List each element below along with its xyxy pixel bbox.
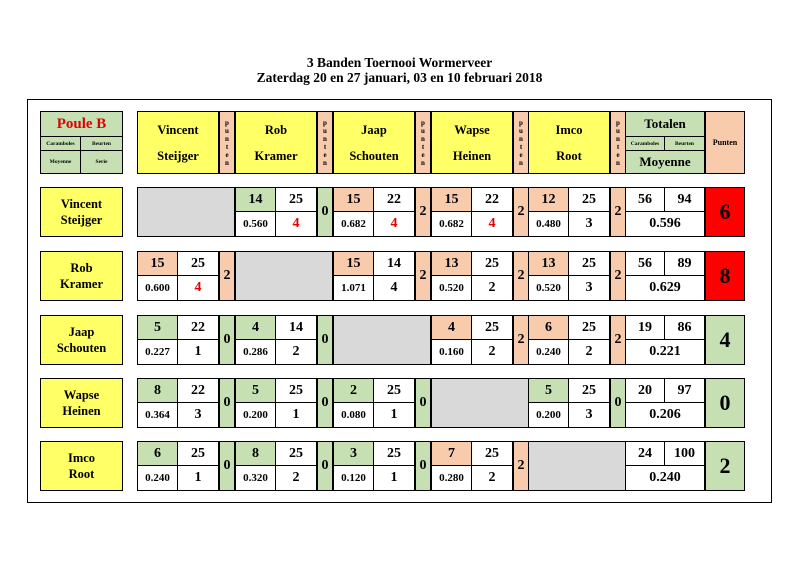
header-punten-letter: n (519, 158, 523, 167)
match-serie: 1 (390, 470, 398, 485)
total-beurten: 97 (665, 379, 704, 403)
total-points: 8 (705, 251, 745, 301)
match-serie: 2 (292, 344, 300, 359)
match-serie: 1 (194, 470, 202, 485)
match-caramboles: 5 (529, 379, 569, 403)
match-serie: 4 (292, 216, 300, 231)
header-punten-letter: p (225, 118, 229, 127)
match-beurten: 25 (178, 252, 218, 276)
match-points: 2 (513, 251, 529, 301)
legend-poule: Poule B (56, 115, 107, 132)
header-punten-letter: n (323, 134, 327, 143)
header-punten-letter: t (323, 142, 327, 151)
row-totals (625, 378, 705, 428)
header-player-last: Steijger (157, 148, 199, 163)
match-moyenne: 0.520 (432, 276, 472, 300)
header-punten-letter: n (519, 134, 523, 143)
header-punten-letter: e (323, 150, 327, 159)
row-player-last: Steijger (60, 213, 103, 227)
header-punten-5 (610, 111, 626, 174)
header-player-first: Rob (264, 122, 288, 137)
header-punten-letter: u (616, 126, 620, 135)
page-subtitle: Zaterdag 20 en 27 januari, 03 en 10 februari 2018 (256, 70, 543, 85)
match-serie: 4 (194, 280, 202, 295)
match-moyenne: 0.120 (334, 466, 374, 490)
match-serie: 2 (488, 344, 496, 359)
total-caramboles: 56 (626, 188, 665, 212)
empty-cell (333, 315, 431, 365)
match-cell (528, 315, 610, 365)
match-points: 2 (513, 187, 529, 237)
empty-cell (431, 378, 529, 428)
total-beurten: 94 (665, 188, 704, 212)
total-points: 6 (705, 187, 745, 237)
header-punten-letter: p (519, 118, 523, 127)
header-punten-3 (415, 111, 431, 174)
match-serie: 1 (390, 407, 398, 422)
header-caramboles-label: Caramboles (626, 136, 665, 150)
match-serie: 3 (194, 407, 202, 422)
total-moyenne: 0.206 (649, 407, 681, 422)
match-caramboles: 3 (334, 442, 374, 466)
header-punten-letter: e (519, 150, 523, 159)
match-beurten: 25 (569, 316, 609, 340)
match-points: 0 (317, 441, 333, 491)
match-beurten: 25 (276, 442, 316, 466)
match-caramboles: 6 (138, 442, 178, 466)
match-cell (137, 378, 219, 428)
match-points: 2 (513, 315, 529, 365)
match-beurten: 25 (569, 188, 609, 212)
legend-caramboles: Caramboles (41, 136, 81, 150)
match-beurten: 25 (569, 252, 609, 276)
total-beurten: 100 (665, 442, 704, 466)
match-cell (431, 251, 513, 301)
match-caramboles: 6 (529, 316, 569, 340)
match-moyenne: 0.682 (432, 212, 472, 236)
match-caramboles: 4 (432, 316, 472, 340)
match-caramboles: 4 (236, 316, 276, 340)
total-caramboles: 24 (626, 442, 665, 466)
match-beurten: 22 (472, 188, 512, 212)
match-moyenne: 0.520 (529, 276, 569, 300)
total-points: 0 (705, 378, 745, 428)
match-caramboles: 13 (432, 252, 472, 276)
match-points: 0 (219, 441, 235, 491)
match-serie: 2 (488, 470, 496, 485)
match-moyenne: 0.682 (334, 212, 374, 236)
empty-cell (137, 187, 235, 237)
match-points: 2 (610, 315, 626, 365)
match-beurten: 25 (374, 379, 414, 403)
match-points: 0 (219, 378, 235, 428)
match-beurten: 25 (472, 442, 512, 466)
header-player-last: Kramer (254, 148, 298, 163)
match-moyenne: 0.480 (529, 212, 569, 236)
row-player-last: Root (68, 467, 95, 481)
header-punten-letter: u (323, 126, 327, 135)
row-player-last: Kramer (59, 277, 104, 291)
match-cell (235, 187, 317, 237)
row-player-last: Heinen (62, 404, 101, 418)
match-points: 2 (219, 251, 235, 301)
match-moyenne: 0.160 (432, 340, 472, 364)
legend-beurten: Beurten (81, 136, 122, 150)
header-punten-letter: p (616, 118, 620, 127)
row-player-first: Rob (70, 261, 93, 275)
match-beurten: 25 (178, 442, 218, 466)
row-totals (625, 315, 705, 365)
match-cell (333, 441, 415, 491)
match-points: 0 (317, 378, 333, 428)
header-beurten-label: Beurten (665, 136, 704, 150)
match-moyenne: 0.240 (529, 340, 569, 364)
header-player-first: Jaap (361, 122, 387, 137)
header-punten-letter: n (421, 158, 425, 167)
match-serie: 3 (585, 280, 593, 295)
match-beurten: 25 (374, 442, 414, 466)
header-player-5 (528, 111, 610, 174)
header-totalen-box (625, 111, 705, 174)
match-points: 0 (317, 187, 333, 237)
row-player-first: Imco (67, 451, 96, 465)
row-player-1 (40, 187, 123, 237)
row-totals (625, 441, 705, 491)
header-player-last: Schouten (349, 148, 399, 163)
match-caramboles: 14 (236, 188, 276, 212)
match-caramboles: 5 (138, 316, 178, 340)
row-player-4 (40, 378, 123, 428)
match-serie: 3 (585, 407, 593, 422)
match-cell (333, 378, 415, 428)
total-points: 4 (705, 315, 745, 365)
row-player-3 (40, 315, 123, 365)
header-punten-letter: e (421, 150, 425, 159)
match-moyenne: 0.286 (236, 340, 276, 364)
header-punten-letter: e (225, 150, 229, 159)
total-caramboles: 20 (626, 379, 665, 403)
row-player-last: Schouten (56, 341, 107, 355)
match-moyenne: 0.080 (334, 403, 374, 427)
page-title: 3 Banden Toernooi Wormerveer (306, 55, 493, 70)
match-points: 2 (513, 441, 529, 491)
header-punten-letter: n (225, 158, 229, 167)
header-punten-letter: t (519, 142, 523, 151)
header-player-2 (235, 111, 317, 174)
match-caramboles: 8 (236, 442, 276, 466)
match-beurten: 25 (569, 379, 609, 403)
header-player-first: Vincent (157, 122, 199, 137)
header-player-1 (137, 111, 219, 174)
match-moyenne: 0.227 (138, 340, 178, 364)
row-totals (625, 251, 705, 301)
match-cell (235, 378, 317, 428)
match-serie: 2 (488, 280, 496, 295)
header-player-last: Root (556, 148, 582, 163)
match-moyenne: 0.560 (236, 212, 276, 236)
total-caramboles: 19 (626, 316, 665, 340)
row-player-5 (40, 441, 123, 491)
match-points: 2 (415, 251, 431, 301)
match-moyenne: 1.071 (334, 276, 374, 300)
header-player-3 (333, 111, 415, 174)
match-cell (431, 315, 513, 365)
empty-cell (235, 251, 333, 301)
match-cell (235, 315, 317, 365)
match-points: 0 (317, 315, 333, 365)
match-serie: 4 (488, 216, 496, 231)
row-player-2 (40, 251, 123, 301)
match-serie: 2 (292, 470, 300, 485)
match-caramboles: 7 (432, 442, 472, 466)
match-caramboles: 8 (138, 379, 178, 403)
match-beurten: 25 (472, 252, 512, 276)
total-moyenne: 0.240 (649, 470, 681, 485)
header-player-last: Heinen (452, 148, 492, 163)
row-player-first: Vincent (60, 197, 103, 211)
header-punten-letter: n (421, 134, 425, 143)
match-beurten: 22 (178, 379, 218, 403)
header-punten-letter: u (519, 126, 523, 135)
row-totals (625, 187, 705, 237)
match-beurten: 22 (178, 316, 218, 340)
match-points: 2 (415, 187, 431, 237)
match-points: 2 (610, 251, 626, 301)
match-cell (528, 251, 610, 301)
match-cell (137, 315, 219, 365)
match-beurten: 25 (276, 188, 316, 212)
match-cell (137, 441, 219, 491)
match-serie: 4 (390, 216, 398, 231)
match-moyenne: 0.200 (236, 403, 276, 427)
row-player-first: Wapse (63, 388, 100, 402)
header-punten-letter: p (421, 118, 425, 127)
legend-box (40, 111, 123, 174)
match-moyenne: 0.240 (138, 466, 178, 490)
match-moyenne: 0.280 (432, 466, 472, 490)
legend-serie: Serie (81, 150, 122, 173)
header-punten-letter: t (421, 142, 425, 151)
match-points: 0 (610, 378, 626, 428)
header-player-4 (431, 111, 513, 174)
total-moyenne: 0.221 (649, 344, 681, 359)
header-punten-letter: n (616, 134, 620, 143)
header-totalen-label: Totalen (644, 116, 686, 131)
match-caramboles: 13 (529, 252, 569, 276)
header-punten-letter: p (323, 118, 327, 127)
total-beurten: 86 (665, 316, 704, 340)
match-moyenne: 0.200 (529, 403, 569, 427)
match-beurten: 14 (374, 252, 414, 276)
match-points: 0 (415, 441, 431, 491)
match-points: 0 (219, 315, 235, 365)
match-beurten: 25 (276, 379, 316, 403)
match-moyenne: 0.600 (138, 276, 178, 300)
total-moyenne: 0.629 (649, 280, 681, 295)
total-beurten: 89 (665, 252, 704, 276)
match-cell (235, 441, 317, 491)
match-points: 2 (610, 187, 626, 237)
match-cell (137, 251, 219, 301)
match-caramboles: 5 (236, 379, 276, 403)
header-punten-letter: t (225, 142, 229, 151)
match-cell (333, 251, 415, 301)
header-punten-1 (219, 111, 235, 174)
total-caramboles: 56 (626, 252, 665, 276)
header-player-first: Wapse (454, 122, 490, 137)
match-beurten: 14 (276, 316, 316, 340)
match-caramboles: 2 (334, 379, 374, 403)
match-caramboles: 15 (432, 188, 472, 212)
header-punten-letter: u (421, 126, 425, 135)
match-serie: 1 (194, 344, 202, 359)
header-punten-letter: e (616, 150, 620, 159)
legend-moyenne: Moyenne (41, 150, 81, 173)
header-punten-4 (513, 111, 529, 174)
match-caramboles: 12 (529, 188, 569, 212)
match-serie: 1 (292, 407, 300, 422)
match-caramboles: 15 (334, 188, 374, 212)
header-punten-2 (317, 111, 333, 174)
total-moyenne: 0.596 (649, 216, 681, 231)
match-points: 0 (415, 378, 431, 428)
match-beurten: 22 (374, 188, 414, 212)
header-moyenne-label: Moyenne (626, 150, 704, 173)
match-caramboles: 15 (334, 252, 374, 276)
match-caramboles: 15 (138, 252, 178, 276)
header-punten-total: Punten (705, 111, 745, 174)
total-points: 2 (705, 441, 745, 491)
header-punten-letter: n (323, 158, 327, 167)
match-cell (431, 187, 513, 237)
match-serie: 2 (585, 344, 593, 359)
header-punten-letter: n (225, 134, 229, 143)
header-punten-letter: n (616, 158, 620, 167)
match-cell (431, 441, 513, 491)
match-cell (333, 187, 415, 237)
match-serie: 3 (585, 216, 593, 231)
match-moyenne: 0.364 (138, 403, 178, 427)
match-beurten: 25 (472, 316, 512, 340)
header-player-first: Imco (555, 122, 583, 137)
match-cell (528, 378, 610, 428)
match-moyenne: 0.320 (236, 466, 276, 490)
header-punten-letter: u (225, 126, 229, 135)
empty-cell (528, 441, 626, 491)
header-punten-letter: t (616, 142, 620, 151)
match-serie: 4 (390, 280, 398, 295)
match-cell (528, 187, 610, 237)
row-player-first: Jaap (68, 325, 95, 339)
